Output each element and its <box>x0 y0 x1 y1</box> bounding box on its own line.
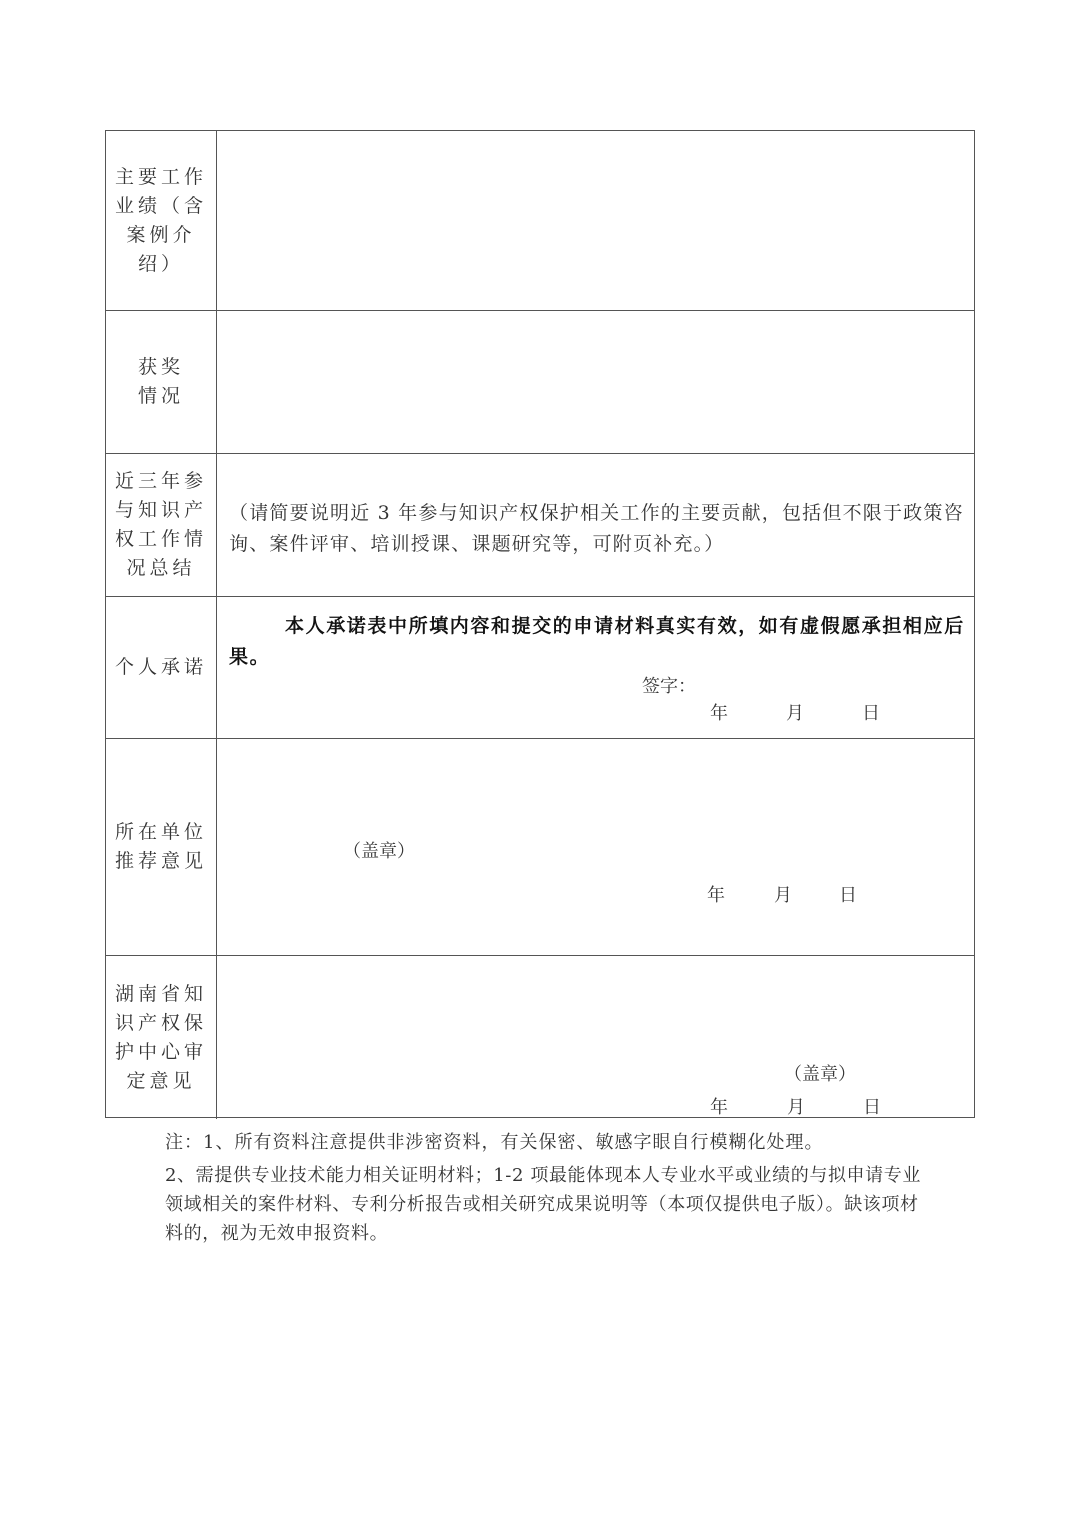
achievements-field[interactable] <box>217 131 974 310</box>
center-year: 年 <box>710 1097 728 1118</box>
unit-month: 月 <box>774 885 792 906</box>
pledge-field <box>217 597 974 738</box>
row-label-unit <box>106 739 217 955</box>
row-achievements <box>106 131 974 311</box>
center-day: 日 <box>863 1097 881 1118</box>
unit-stamp: （盖章） <box>343 841 415 862</box>
pledge-day: 日 <box>862 703 880 724</box>
awards-field[interactable] <box>217 311 974 453</box>
label-text: 主要工作 业绩（含 案例介 绍） <box>115 165 208 275</box>
unit-day: 日 <box>839 885 857 906</box>
application-form-table <box>105 130 975 1118</box>
label-text: 获奖 情况 <box>137 356 184 407</box>
notes-section <box>165 1128 925 1248</box>
note-2: 2、需提供专业技术能力相关证明材料；1-2 项最能体现本人专业水平或业绩的与拟申请专业领域相关的案件材料、专利分析报告或相关研究成果说明等（本项仅提供电子版）。缺该项材料的，视为无效申报资料。 <box>165 1165 921 1244</box>
label-text: 湖南省知 识产权保 护中心审 定意见 <box>115 982 208 1092</box>
center-month: 月 <box>787 1097 805 1118</box>
note-1: 注：1、所有资料注意提供非涉密资料，有关保密、敏感字眼自行模糊化处理。 <box>165 1132 824 1153</box>
row-summary <box>106 454 974 597</box>
row-pledge <box>106 597 974 739</box>
label-text: 近三年参 与知识产 权工作情 况总结 <box>115 470 208 579</box>
label-text: 个人承诺 <box>115 656 208 678</box>
row-label-summary <box>106 454 217 596</box>
pledge-month: 月 <box>786 703 804 724</box>
row-label-achievements <box>106 131 217 310</box>
summary-field[interactable] <box>217 454 974 596</box>
unit-year: 年 <box>707 885 725 906</box>
label-text: 所在单位 推荐意见 <box>115 821 208 872</box>
row-label-pledge <box>106 597 217 738</box>
row-awards <box>106 311 974 454</box>
row-label-center <box>106 956 217 1119</box>
center-opinion-field[interactable] <box>217 956 974 1119</box>
pledge-year: 年 <box>710 703 728 724</box>
row-unit <box>106 739 974 956</box>
pledge-text: 本人承诺表中所填内容和提交的申请材料真实有效，如有虚假愿承担相应后果。 <box>229 615 965 668</box>
summary-hint: （请简要说明近 3 年参与知识产权保护相关工作的主要贡献，包括但不限于政策咨询、案件评审、培训授课、课题研究等，可附页补充。） <box>229 502 964 555</box>
row-label-awards <box>106 311 217 453</box>
unit-opinion-field[interactable] <box>217 739 974 955</box>
row-center <box>106 956 974 1119</box>
signature-label: 签字： <box>642 676 696 697</box>
center-stamp: （盖章） <box>784 1064 856 1085</box>
